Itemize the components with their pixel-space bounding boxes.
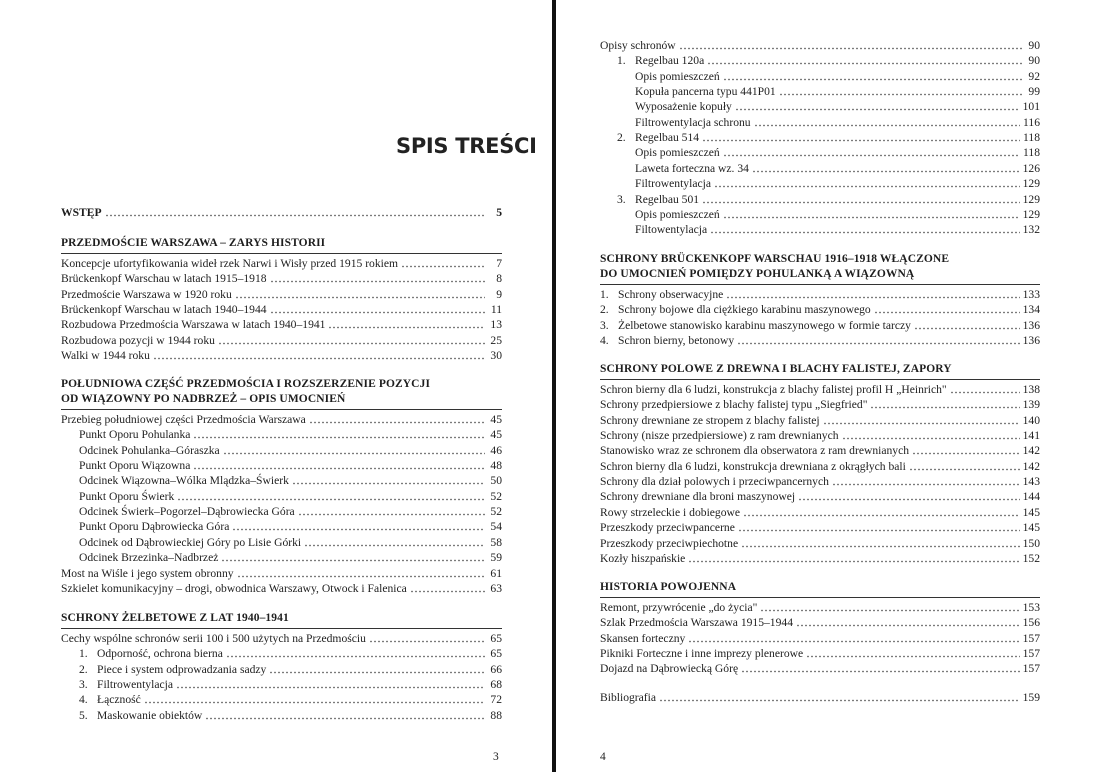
- toc-entry-page: 30: [490, 349, 502, 363]
- toc-entry[interactable]: [635, 176, 1040, 191]
- toc-entry-label: Filtrowentylacja: [635, 177, 711, 191]
- toc-entry-page: 25: [490, 333, 502, 347]
- toc-entry[interactable]: [79, 677, 502, 692]
- right-page: [556, 0, 1102, 772]
- toc-entry-page: 134: [1022, 303, 1040, 317]
- toc-entry-page: 129: [1022, 177, 1040, 191]
- section-heading: SCHRONY ŻELBETOWE Z LAT 1940–1941: [61, 612, 289, 624]
- toc-entry-label: Schrony bojowe dla ciężkiego karabinu maszynowego: [618, 303, 871, 317]
- toc-entry[interactable]: [79, 473, 502, 488]
- toc-entry-page: 72: [490, 693, 502, 707]
- toc-entry-label: Filtowentylacja: [635, 223, 708, 237]
- toc-entry[interactable]: [600, 333, 1040, 348]
- toc-entry-page: 139: [1022, 398, 1040, 412]
- toc-entry-page: 61: [490, 566, 502, 580]
- toc-entry-label: Odcinek Wiązowna–Wólka Mlądzka–Świerk: [79, 474, 289, 488]
- toc-entry-page: 88: [490, 708, 502, 722]
- section-rule: [61, 628, 502, 629]
- toc-entry-number: 4.: [600, 334, 609, 348]
- toc-entry-label: Odcinek Brzezinka–Nadbrzeż: [79, 551, 219, 565]
- toc-entry-label: Rozbudowa pozycji w 1944 roku: [61, 333, 215, 347]
- dot-leader: [870, 400, 1019, 409]
- toc-entry-page: 136: [1022, 334, 1040, 348]
- toc-entry-label: Cechy wspólne schronów serii 100 i 500 użytych na Przedmościu: [61, 632, 366, 645]
- dot-leader: [735, 102, 1020, 111]
- toc-entry-label: Dojazd na Dąbrowiecką Górę: [600, 662, 739, 676]
- toc-entry-label: Przeszkody przeciwpancerne: [600, 521, 735, 535]
- toc-entry-page: 52: [490, 505, 502, 519]
- section-heading: DO UMOCNIEŃ POMIĘDZY POHULANKĄ A WIĄZOWNĄ: [600, 268, 915, 280]
- toc-entry-page: 48: [490, 459, 502, 473]
- toc-entry[interactable]: [635, 207, 1040, 222]
- section-rule: [61, 253, 502, 254]
- toc-entry[interactable]: [600, 631, 1040, 646]
- dot-leader: [707, 56, 1023, 65]
- toc-entry[interactable]: [600, 615, 1040, 630]
- toc-entry-label: Brückenkopf Warschau w latach 1915–1918: [61, 272, 267, 286]
- dot-leader: [743, 508, 1020, 517]
- dot-leader: [269, 665, 485, 674]
- toc-entry-page: 65: [490, 632, 502, 645]
- toc-entry[interactable]: [61, 302, 502, 317]
- toc-entry-page: 152: [1022, 551, 1040, 565]
- page-title: SPIS TREŚCI: [396, 134, 537, 158]
- toc-entry[interactable]: [635, 222, 1040, 237]
- toc-entry[interactable]: [600, 382, 1040, 397]
- toc-entry-page: 90: [1028, 54, 1040, 68]
- toc-entry-page: 11: [490, 303, 502, 317]
- dot-leader: [205, 711, 485, 720]
- section-heading: SCHRONY POLOWE Z DREWNA I BLACHY FALISTEJ, ZAPORY: [600, 363, 952, 375]
- toc-entry-number: 2.: [617, 131, 626, 145]
- dot-leader: [153, 351, 485, 360]
- dot-leader: [796, 618, 1020, 627]
- toc-entry-label: Schrony drewniane ze stropem z blachy falistej: [600, 413, 820, 427]
- dot-leader: [842, 431, 1020, 440]
- dot-leader: [176, 680, 485, 689]
- toc-entry-label: Schrony przedpiersiowe z blachy falistej typu „Siegfried": [600, 398, 868, 412]
- toc-entry[interactable]: [79, 708, 502, 723]
- toc-entry-number: 1.: [79, 647, 88, 661]
- toc-entry[interactable]: [617, 53, 1040, 68]
- toc-entry[interactable]: [600, 318, 1040, 333]
- toc-entry-page: 116: [1023, 115, 1040, 129]
- toc-entry-page: 7: [496, 257, 502, 270]
- section-heading: SCHRONY BRÜCKENKOPF WARSCHAU 1916–1918 WŁĄCZONE: [600, 253, 950, 265]
- toc-entry[interactable]: [635, 115, 1040, 130]
- toc-entry-page: 68: [490, 678, 502, 692]
- toc-entry[interactable]: [79, 458, 502, 473]
- dot-leader: [912, 446, 1020, 455]
- dot-leader: [226, 649, 485, 658]
- toc-entry-number: 1.: [600, 288, 609, 301]
- toc-entry[interactable]: [600, 428, 1040, 443]
- section-heading: PRZEDMOŚCIE WARSZAWA – ZARYS HISTORII: [61, 237, 326, 249]
- toc-entry[interactable]: [600, 489, 1040, 504]
- toc-entry-label: Kopuła pancerna typu 441P01: [635, 85, 776, 99]
- toc-entry-page: 66: [490, 662, 502, 676]
- toc-entry[interactable]: [600, 413, 1040, 428]
- toc-entry[interactable]: [600, 474, 1040, 489]
- dot-leader: [779, 87, 1023, 96]
- toc-entry-label: Regelbau 120a: [635, 54, 705, 68]
- toc-entry-page: 159: [1022, 691, 1040, 704]
- toc-entry-page: 59: [490, 551, 502, 565]
- toc-entry[interactable]: [635, 84, 1040, 99]
- page-number: 4: [600, 751, 606, 763]
- toc-entry-number: 4.: [79, 693, 88, 707]
- toc-entry[interactable]: [617, 130, 1040, 145]
- toc-entry-page: 144: [1022, 490, 1040, 504]
- toc-entry[interactable]: [61, 333, 502, 348]
- toc-entry-page: 129: [1022, 207, 1040, 221]
- toc-entry-page: 58: [490, 535, 502, 549]
- toc-entry-number: 5.: [79, 708, 88, 722]
- toc-entry[interactable]: [635, 69, 1040, 84]
- dot-leader: [806, 649, 1019, 658]
- dot-leader: [688, 634, 1019, 643]
- toc-entry-page: 118: [1023, 131, 1040, 145]
- toc-entry-label: Łączność: [97, 693, 141, 707]
- dot-leader: [760, 603, 1019, 612]
- toc-entry-label: Opis pomieszczeń: [635, 207, 720, 221]
- toc-entry-number: 1.: [617, 54, 626, 68]
- toc-entry-number: 3.: [617, 192, 626, 206]
- dot-leader: [292, 476, 485, 485]
- toc-entry[interactable]: [600, 661, 1040, 676]
- toc-entry[interactable]: [635, 145, 1040, 160]
- toc-entry[interactable]: [600, 600, 1040, 615]
- dot-leader: [741, 664, 1020, 673]
- dot-leader: [328, 320, 485, 329]
- toc-entry[interactable]: [600, 551, 1040, 566]
- toc-entry-label: Schron bierny, betonowy: [618, 334, 735, 348]
- section-heading: HISTORIA POWOJENNA: [600, 581, 737, 593]
- toc-entry-page: 143: [1022, 475, 1040, 489]
- toc-entry-label: Schrony obserwacyjne: [618, 288, 724, 301]
- dot-leader: [754, 118, 1020, 127]
- toc-entry[interactable]: [79, 692, 502, 707]
- toc-entry[interactable]: [61, 566, 502, 581]
- toc-entry-page: 5: [496, 206, 502, 219]
- toc-entry-label: Filtrowentylacja: [97, 678, 173, 692]
- toc-entry-page: 46: [490, 443, 502, 457]
- dot-leader: [679, 41, 1023, 50]
- toc-entry-label: Bibliografia: [600, 691, 657, 704]
- toc-entry-number: 3.: [79, 678, 88, 692]
- toc-entry-label: Przebieg południowej części Przedmościa Warszawa: [61, 413, 306, 426]
- dot-leader: [688, 554, 1019, 563]
- toc-entry[interactable]: [635, 161, 1040, 176]
- dot-leader: [710, 225, 1019, 234]
- toc-entry[interactable]: [61, 287, 502, 302]
- toc-entry-page: 13: [490, 318, 502, 332]
- toc-entry[interactable]: [79, 535, 502, 550]
- toc-entry-label: Punkt Oporu Pohulanka: [79, 428, 191, 442]
- toc-entry[interactable]: [600, 287, 1040, 302]
- toc-entry-page: 133: [1022, 288, 1040, 301]
- toc-entry-page: 52: [490, 489, 502, 503]
- toc-entry-label: Koncepcje ufortyfikowania wideł rzek Narwi i Wisły przed 1915 rokiem: [61, 257, 399, 270]
- toc-entry[interactable]: [61, 271, 502, 286]
- toc-entry-label: Walki w 1944 roku: [61, 349, 150, 363]
- toc-entry[interactable]: [600, 38, 1040, 53]
- section-rule: [61, 409, 502, 410]
- toc-entry[interactable]: [61, 412, 502, 427]
- dot-leader: [950, 385, 1020, 394]
- dot-leader: [714, 179, 1020, 188]
- toc-entry-page: 45: [490, 428, 502, 442]
- dot-leader: [144, 695, 485, 704]
- toc-entry-page: 65: [490, 647, 502, 661]
- toc-entry-label: Schron bierny dla 6 ludzi, konstrukcja drewniana z okrągłych bali: [600, 459, 906, 473]
- toc-entry[interactable]: [61, 205, 502, 220]
- page-number: 3: [493, 751, 499, 763]
- toc-entry-page: 157: [1022, 647, 1040, 661]
- dot-leader: [702, 195, 1020, 204]
- dot-leader: [193, 430, 485, 439]
- toc-entry[interactable]: [600, 459, 1040, 474]
- toc-entry-page: 145: [1022, 505, 1040, 519]
- dot-leader: [823, 416, 1020, 425]
- toc-entry-page: 99: [1028, 85, 1040, 99]
- toc-entry-number: 2.: [79, 662, 88, 676]
- toc-entry-label: Pikniki Forteczne i inne imprezy plenerowe: [600, 647, 804, 661]
- dot-leader: [401, 259, 485, 268]
- dot-leader: [232, 522, 485, 531]
- toc-entry[interactable]: [79, 504, 502, 519]
- toc-entry-label: Kozły hiszpańskie: [600, 551, 686, 565]
- dot-leader: [737, 336, 1019, 345]
- toc-entry[interactable]: [61, 631, 502, 646]
- toc-entry-label: Opisy schronów: [600, 39, 676, 52]
- section-heading: OD WIĄZOWNY PO NADBRZEŻ – OPIS UMOCNIEŃ: [61, 393, 346, 405]
- dot-leader: [270, 274, 485, 283]
- toc-entry-number: 2.: [600, 303, 609, 317]
- toc-entry[interactable]: [617, 192, 1040, 207]
- dot-leader: [193, 461, 485, 470]
- toc-entry-page: 138: [1022, 383, 1040, 396]
- toc-entry[interactable]: [79, 646, 502, 661]
- toc-entry-label: Przedmoście Warszawa w 1920 roku: [61, 287, 232, 301]
- dot-leader: [738, 523, 1020, 532]
- dot-leader: [741, 539, 1020, 548]
- toc-entry-label: Opis pomieszczeń: [635, 69, 720, 83]
- toc-entry-page: 157: [1022, 631, 1040, 645]
- toc-entry[interactable]: [600, 520, 1040, 535]
- toc-entry[interactable]: [61, 348, 502, 363]
- section-heading: POŁUDNIOWA CZĘŚĆ PRZEDMOŚCIA I ROZSZERZENIE POZYCJI: [61, 378, 431, 390]
- dot-leader: [874, 305, 1020, 314]
- toc-entry-page: 140: [1022, 413, 1040, 427]
- toc-entry-page: 142: [1022, 459, 1040, 473]
- toc-entry-page: 142: [1022, 444, 1040, 458]
- toc-entry-label: Schrony drewniane dla broni maszynowej: [600, 490, 796, 504]
- dot-leader: [237, 569, 485, 578]
- toc-entry-page: 9: [496, 287, 502, 301]
- toc-entry-page: 63: [490, 581, 502, 595]
- toc-entry-page: 129: [1022, 192, 1040, 206]
- toc-entry[interactable]: [635, 99, 1040, 114]
- toc-entry-label: Laweta forteczna wz. 34: [635, 161, 749, 175]
- toc-entry-label: Rozbudowa Przedmościa Warszawa w latach 1940–1941: [61, 318, 326, 332]
- toc-entry-page: 156: [1022, 616, 1040, 630]
- toc-entry-label: Stanowisko wraz ze schronem dla obserwatora z ram drewnianych: [600, 444, 910, 458]
- dot-leader: [177, 492, 485, 501]
- dot-leader: [410, 584, 485, 593]
- dot-leader: [723, 148, 1020, 157]
- dot-leader: [221, 553, 485, 562]
- toc-entry[interactable]: [600, 690, 1040, 705]
- dot-leader: [914, 321, 1020, 330]
- toc-entry-page: 45: [490, 413, 502, 426]
- toc-entry-page: 157: [1022, 662, 1040, 676]
- toc-entry-page: 126: [1022, 161, 1040, 175]
- toc-entry[interactable]: [79, 427, 502, 442]
- toc-entry-label: Schrony dla dział polowych i przeciwpancernych: [600, 475, 829, 489]
- toc-entry[interactable]: [600, 302, 1040, 317]
- toc-entry-label: Piece i system odprowadzania sadzy: [97, 662, 267, 676]
- dot-leader: [304, 538, 485, 547]
- dot-leader: [832, 477, 1020, 486]
- dot-leader: [223, 446, 485, 455]
- toc-entry-page: 145: [1022, 521, 1040, 535]
- toc-entry[interactable]: [600, 443, 1040, 458]
- dot-leader: [298, 507, 485, 516]
- dot-leader: [105, 208, 485, 217]
- toc-entry-label: Most na Wiśle i jego system obronny: [61, 566, 234, 580]
- toc-entry-label: Punkt Oporu Wiązowna: [79, 459, 191, 473]
- dot-leader: [723, 72, 1023, 81]
- toc-entry[interactable]: [600, 505, 1040, 520]
- section-rule: [600, 379, 1040, 380]
- dot-leader: [235, 290, 485, 299]
- toc-entry-label: WSTĘP: [61, 206, 102, 219]
- toc-entry-page: 132: [1022, 223, 1040, 237]
- toc-entry-label: Brückenkopf Warschau w latach 1940–1944: [61, 303, 267, 317]
- toc-entry-page: 150: [1022, 536, 1040, 550]
- dot-leader: [702, 133, 1020, 142]
- toc-entry-page: 118: [1023, 146, 1040, 160]
- toc-entry-label: Regelbau 514: [635, 131, 700, 145]
- dot-leader: [270, 305, 485, 314]
- toc-entry-label: Przeszkody przeciwpiechotne: [600, 536, 739, 550]
- section-rule: [600, 284, 1040, 285]
- toc-entry-label: Szkielet komunikacyjny – drogi, obwodnica Warszawy, Otwock i Falenica: [61, 581, 407, 595]
- toc-entry[interactable]: [79, 519, 502, 534]
- toc-entry-number: 3.: [600, 318, 609, 332]
- dot-leader: [909, 462, 1020, 471]
- toc-entry-page: 8: [496, 272, 502, 286]
- toc-entry-label: Remont, przywrócenie „do życia": [600, 601, 758, 614]
- toc-entry[interactable]: [600, 646, 1040, 661]
- toc-entry-label: Odcinek od Dąbrowieckiej Góry po Lisie Górki: [79, 535, 302, 549]
- toc-entry-label: Odporność, ochrona bierna: [97, 647, 223, 661]
- dot-leader: [659, 693, 1020, 702]
- toc-entry[interactable]: [79, 550, 502, 565]
- dot-leader: [726, 290, 1019, 299]
- toc-entry[interactable]: [600, 536, 1040, 551]
- toc-entry-label: Odcinek Świerk–Pogorzel–Dąbrowiecka Góra: [79, 505, 295, 519]
- toc-entry[interactable]: [61, 256, 502, 271]
- toc-entry-label: Punkt Oporu Dąbrowiecka Góra: [79, 520, 230, 534]
- toc-entry-page: 50: [490, 474, 502, 488]
- toc-entry-label: Filtrowentylacja schronu: [635, 115, 751, 129]
- dot-leader: [798, 492, 1020, 501]
- toc-entry-label: Żelbetowe stanowisko karabinu maszynowego w formie tarczy: [618, 318, 911, 332]
- toc-entry-label: Szlak Przedmościa Warszawa 1915–1944: [600, 616, 793, 630]
- toc-entry-label: Opis pomieszczeń: [635, 146, 720, 160]
- dot-leader: [309, 415, 485, 424]
- toc-entry-page: 54: [490, 520, 502, 534]
- toc-entry-label: Odcinek Pohulanka–Góraszka: [79, 443, 220, 457]
- toc-entry-page: 90: [1028, 39, 1040, 52]
- toc-entry-label: Schrony (nisze przedpiersiowe) z ram drewnianych: [600, 429, 839, 443]
- toc-entry[interactable]: [61, 317, 502, 332]
- toc-entry-page: 101: [1022, 100, 1040, 114]
- dot-leader: [752, 164, 1020, 173]
- toc-entry-label: Skansen forteczny: [600, 631, 686, 645]
- toc-entry[interactable]: [79, 443, 502, 458]
- toc-entry-page: 141: [1022, 429, 1040, 443]
- toc-entry-label: Maskowanie obiektów: [97, 708, 203, 722]
- toc-entry[interactable]: [600, 397, 1040, 412]
- toc-entry-label: Regelbau 501: [635, 192, 700, 206]
- toc-entry[interactable]: [61, 581, 502, 596]
- toc-entry[interactable]: [79, 489, 502, 504]
- toc-entry-label: Rowy strzeleckie i dobiegowe: [600, 505, 741, 519]
- toc-entry-page: 153: [1022, 601, 1040, 614]
- section-rule: [600, 597, 1040, 598]
- toc-entry-page: 136: [1022, 318, 1040, 332]
- toc-entry[interactable]: [79, 662, 502, 677]
- dot-leader: [723, 210, 1020, 219]
- dot-leader: [369, 634, 485, 643]
- toc-entry-label: Punkt Oporu Świerk: [79, 489, 175, 503]
- toc-entry-label: Wyposażenie kopuły: [635, 100, 732, 114]
- toc-entry-page: 92: [1028, 69, 1040, 83]
- dot-leader: [218, 336, 485, 345]
- toc-entry-label: Schron bierny dla 6 ludzi, konstrukcja z blachy falistej profil H „Heinrich": [600, 383, 947, 396]
